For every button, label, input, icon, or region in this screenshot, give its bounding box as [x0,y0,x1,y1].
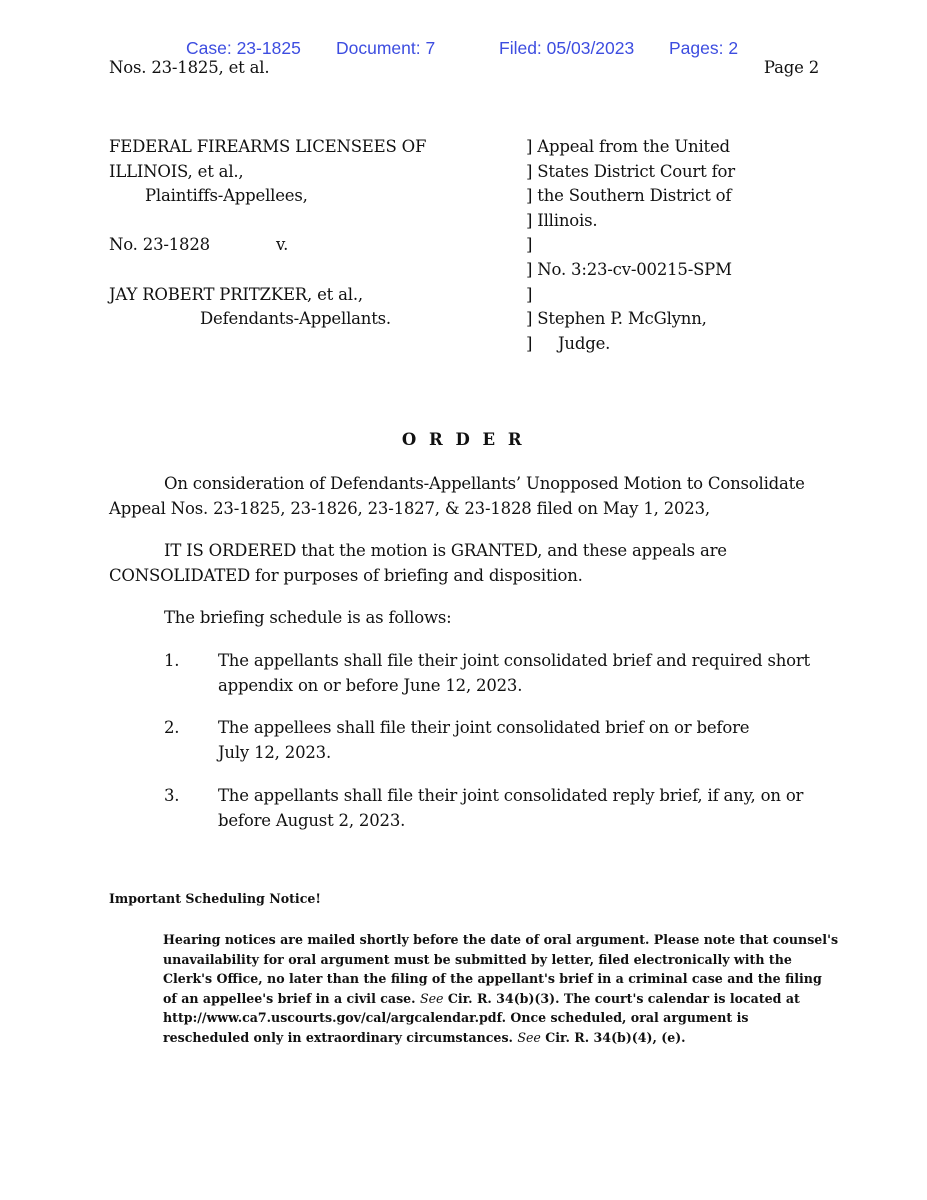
notice-text: of an appellee's brief in a civil case. [163,990,416,1006]
notice-text: rescheduled only in extraordinary circumstances. [163,1029,513,1045]
order-paragraph-line: On consideration of Defendants-Appellants’ Unopposed Motion to Consolidate [164,474,805,493]
notice-heading: Important Scheduling Notice! [109,891,321,906]
schedule-item-text: July 12, 2023. [218,743,332,762]
schedule-item-text: before August 2, 2023. [218,811,406,830]
caption-party-line: FEDERAL FIREARMS LICENSEES OF [109,137,427,156]
notice-see-signal: See [419,990,444,1006]
caption-court-line: ] Illinois. [526,211,598,230]
caption-party-role: Defendants-Appellants. [200,309,391,328]
notice-rule-citation: Cir. R. 34(b)(3). The court's calendar is located at [447,990,800,1006]
caption-versus: v. [276,235,289,254]
caption-district-case-number: ] No. 3:23-cv-00215-SPM [526,260,732,279]
ecf-case-number: Case: 23-1825 [186,38,301,58]
caption-bracket: ] [526,285,533,304]
schedule-intro: The briefing schedule is as follows: [164,608,452,627]
schedule-item-number: 2. [164,718,180,737]
notice-calendar-url-line: http://www.ca7.uscourts.gov/cal/argcalendar.pdf. Once scheduled, oral argument is [163,1010,749,1026]
caption-judge-name: ] Stephen P. McGlynn, [526,309,707,328]
notice-body [163,930,843,1048]
schedule-item-text: appendix on or before June 12, 2023. [218,676,523,695]
caption-party-line: ILLINOIS, et al., [109,162,244,181]
caption-party-role: Plaintiffs-Appellees, [145,186,308,205]
ecf-page-count: Pages: 2 [669,38,739,58]
schedule-item-text: The appellants shall file their joint consolidated brief and required short [218,651,810,670]
running-head-case-numbers: Nos. 23-1825, et al. [109,58,270,77]
schedule-item-number: 1. [164,651,180,670]
caption-court-line: ] States District Court for [526,162,735,181]
caption-court-line: ] the Southern District of [526,186,732,205]
schedule-item-text: The appellees shall file their joint consolidated brief on or before [218,718,750,737]
notice-line: unavailability for oral argument must be submitted by letter, filed electronically with the [163,951,792,967]
notice-see-signal: See [517,1029,541,1045]
order-title: O R D E R [401,430,526,449]
order-paragraph-line: Appeal Nos. 23-1825, 23-1826, 23-1827, & 23-1828 filed on May 1, 2023, [109,499,710,518]
schedule-item-number: 3. [164,786,180,805]
order-paragraph-line: IT IS ORDERED that the motion is GRANTED, and these appeals are [164,541,727,560]
caption-party-line: JAY ROBERT PRITZKER, et al., [109,285,363,304]
schedule-item-text: The appellants shall file their joint consolidated reply brief, if any, on or [218,786,804,805]
running-head-page-number: Page 2 [763,58,819,77]
caption-bracket: ] [526,235,533,254]
caption-judge-title: Judge. [558,334,611,353]
caption-case-number: No. 23-1828 [109,235,210,254]
caption-court-line: ] Appeal from the United [526,137,730,156]
notice-line [163,989,843,1009]
caption-bracket: ] [526,334,533,353]
notice-line: Hearing notices are mailed shortly before the date of oral argument. Please note that counsel's [163,932,839,947]
ecf-filed-date: Filed: 05/03/2023 [499,38,635,58]
ecf-document-number: Document: 7 [336,38,436,58]
notice-rule-citation: Cir. R. 34(b)(4), (e). [545,1029,686,1045]
notice-line [163,1028,843,1048]
notice-line: Clerk's Office, no later than the filing of the appellant's brief in a criminal case and the filing [163,971,822,987]
order-paragraph-line: CONSOLIDATED for purposes of briefing and disposition. [109,566,583,585]
